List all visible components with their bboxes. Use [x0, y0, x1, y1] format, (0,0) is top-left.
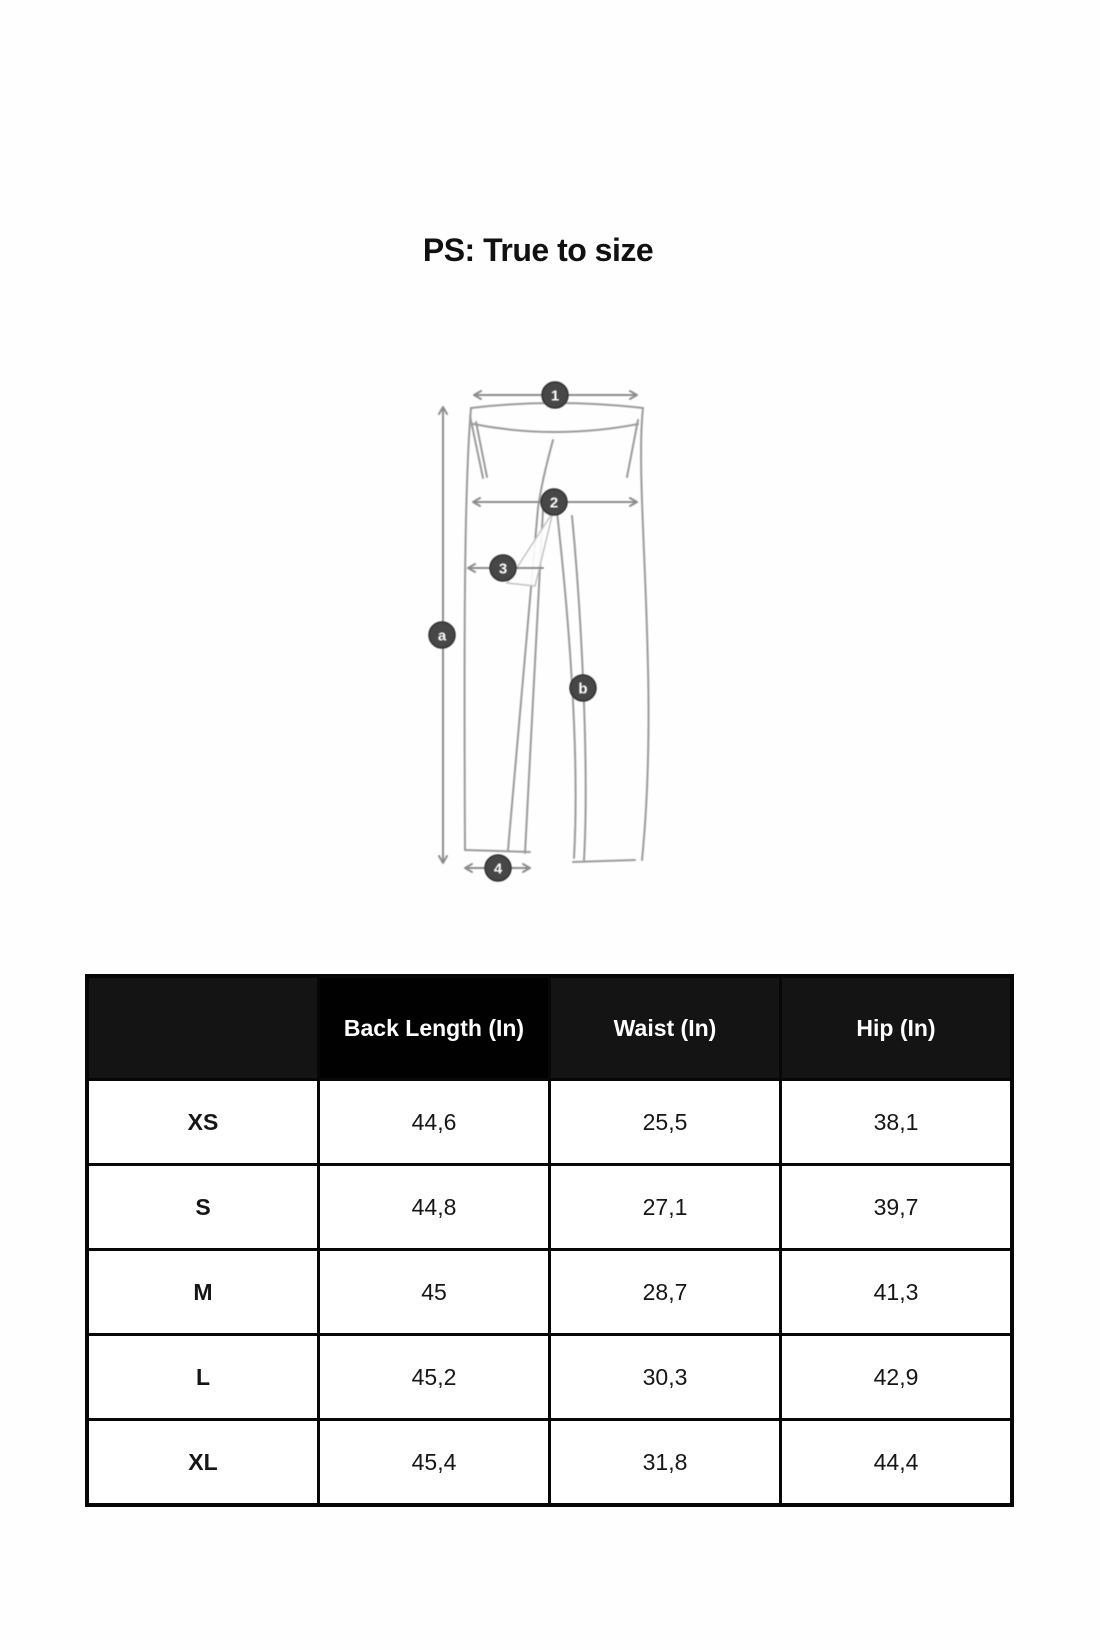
back-length-cell-xs: 44,6 [320, 1081, 548, 1163]
marker-2-label: 2 [549, 494, 559, 512]
size-chart-table [85, 974, 1014, 1507]
hip-cell-m: 41,3 [782, 1251, 1010, 1333]
back-length-cell-xl: 45,4 [320, 1421, 548, 1503]
header-cell-back-length: Back Length (In) [320, 978, 548, 1078]
size-cell-m: M [89, 1251, 317, 1333]
marker-b-label: b [578, 680, 588, 698]
right-hem-line [573, 860, 635, 862]
waist-cell-s: 27,1 [551, 1166, 779, 1248]
header-cell-empty [89, 978, 317, 1078]
left-outseam-line [465, 408, 471, 850]
right-outseam-line [641, 408, 648, 860]
waist-cell-xl: 31,8 [551, 1421, 779, 1503]
marker-1-label: 1 [550, 387, 560, 405]
pants-measurement-diagram [390, 350, 690, 890]
size-cell-l: L [89, 1336, 317, 1418]
back-length-cell-s: 44,8 [320, 1166, 548, 1248]
waist-cell-l: 30,3 [551, 1336, 779, 1418]
hip-cell-xl: 44,4 [782, 1421, 1010, 1503]
page-title: PS: True to size [422, 232, 654, 268]
hip-cell-l: 42,9 [782, 1336, 1010, 1418]
size-cell-s: S [89, 1166, 317, 1248]
marker-4-label: 4 [493, 860, 503, 878]
left-hem-line [465, 850, 530, 852]
hip-cell-xs: 38,1 [782, 1081, 1010, 1163]
hip-cell-s: 39,7 [782, 1166, 1010, 1248]
header-cell-hip: Hip (In) [782, 978, 1010, 1078]
back-length-cell-l: 45,2 [320, 1336, 548, 1418]
marker-a-label: a [437, 627, 447, 645]
back-length-cell-m: 45 [320, 1251, 548, 1333]
header-cell-waist: Waist (In) [551, 978, 779, 1078]
size-cell-xl: XL [89, 1421, 317, 1503]
waist-cell-xs: 25,5 [551, 1081, 779, 1163]
waistband-seam-line [473, 424, 638, 432]
right-pocket-line [627, 420, 638, 477]
waist-cell-m: 28,7 [551, 1251, 779, 1333]
size-cell-xs: XS [89, 1081, 317, 1163]
marker-3-label: 3 [498, 560, 508, 578]
